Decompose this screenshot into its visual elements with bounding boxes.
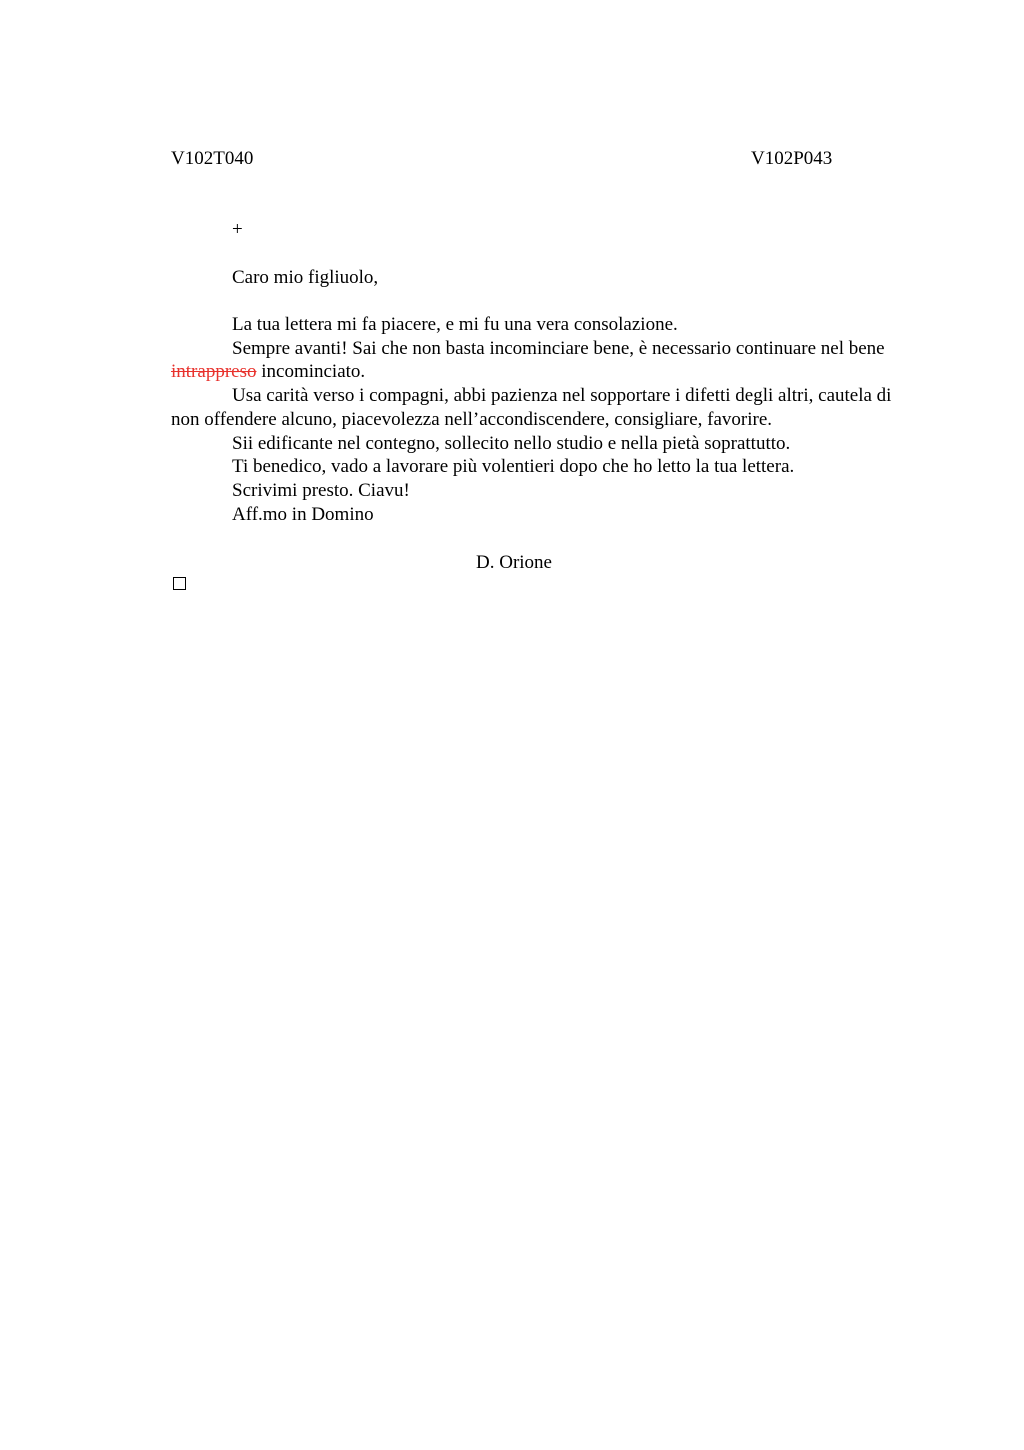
closing: Aff.mo in Domino	[232, 503, 374, 525]
paragraph-5: Ti benedico, vado a lavorare più volentieri dopo che ho letto la tua lettera.	[232, 456, 795, 478]
document-code-right: V102P043	[751, 148, 833, 169]
paragraph-1: La tua lettera mi fa piacere, e mi fu una vera consolazione.	[232, 314, 678, 335]
paragraph-3: Usa carità verso i compagni, abbi pazienza nel sopportare i difetti degli altri, cautela di non offendere alcuno, piacevolezza nell’accondiscendere, consigliare, favorire.	[171, 385, 892, 430]
paragraph-4: Sii edificante nel contegno, sollecito nello studio e nella pietà soprattutto.	[232, 432, 791, 454]
salutation: Caro mio figliuolo,	[232, 267, 379, 288]
letter-body	[171, 313, 916, 526]
struck-word: intrappreso	[171, 361, 257, 383]
paragraph-2	[171, 337, 916, 384]
paragraph-2-text-after: incominciato.	[256, 361, 366, 383]
document-code-left: V102T040	[171, 148, 254, 169]
paragraph-2-text-before: Sempre avanti! Sai che non basta incominciare bene, è necessario continuare nel bene	[232, 337, 885, 359]
cross-symbol: +	[232, 219, 243, 240]
signature: D. Orione	[476, 552, 552, 573]
empty-square-icon	[173, 577, 186, 590]
paragraph-6: Scrivimi presto. Ciavu!	[232, 479, 410, 501]
